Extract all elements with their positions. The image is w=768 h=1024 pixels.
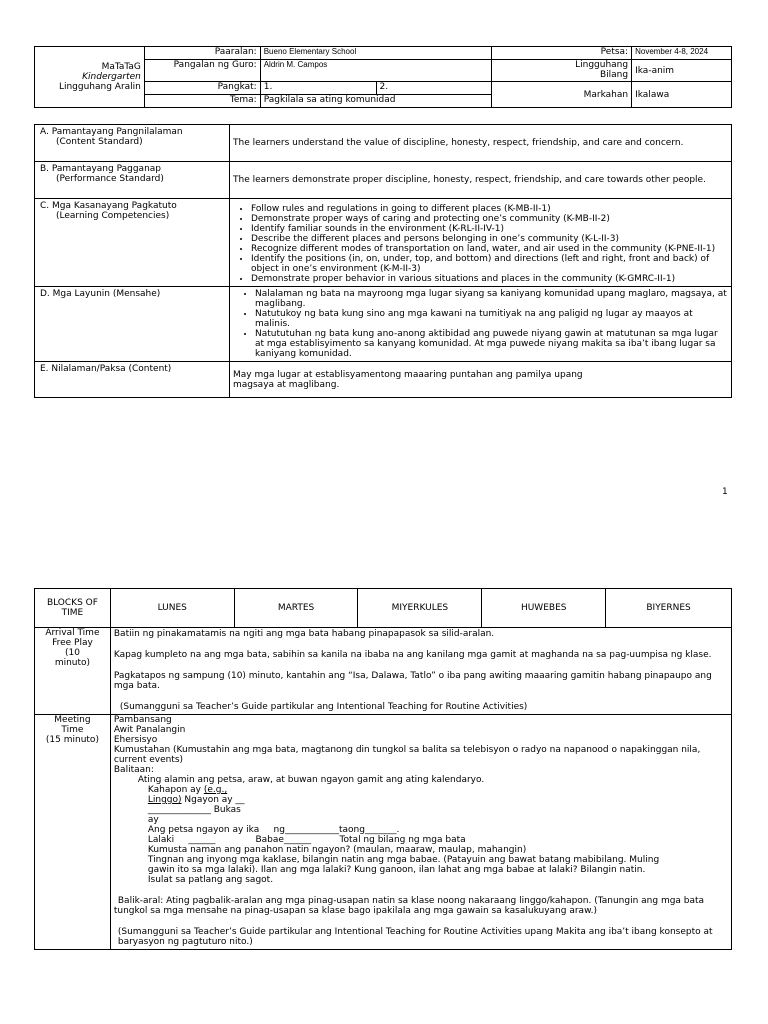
performance-standard-label-cell	[35, 162, 230, 199]
balitaan-petsa: Ang petsa ngayon ay ika ng____________taong_______.	[147, 825, 400, 835]
program-name: MaTaTaG	[101, 62, 141, 72]
meeting-balitaan: Balitaan:	[113, 765, 154, 775]
markahan-label: Markahan	[492, 82, 632, 108]
header-martes: MARTES	[234, 589, 358, 628]
objectives-cell	[230, 287, 732, 362]
ngayon-example: Linggo)	[147, 795, 182, 805]
arrival-greeting: Batiin ng pinakamatamis na ngiti ang mga bata habang pinapapasok sa silid-aralan.	[113, 629, 495, 639]
tema-value: Pagkilala sa ating komunidad	[260, 95, 492, 108]
balitaan-kahapon	[114, 785, 728, 795]
header-lunes: LUNES	[110, 589, 234, 628]
learning-competencies-list	[233, 204, 728, 284]
arrival-instruction: Kapag kumpleto na ang mga bata, sabihin sa kanila na ibaba na ang kanilang mga gamit at maghanda na sa pag-uumpisa ng klase.	[113, 650, 712, 660]
header-huwebes: HUWEBES	[482, 589, 606, 628]
balitaan-bukas: ______________ Bukas	[147, 805, 241, 815]
learning-competencies-sublabel: (Learning Competencies)	[56, 211, 170, 221]
list-item: • Follow rules and regulations in going to different places (K-MB-II-1)	[251, 204, 728, 214]
schedule-table	[34, 588, 732, 950]
meeting-time-line1: Meeting	[54, 715, 91, 725]
list-item: • Nalalaman ng bata na mayroong mga lugar siyang sa kaniyang komunidad upang maglaro, magsaya, at maglibang.	[255, 289, 728, 309]
list-item: • Identify familiar sounds in the environment (K-RL-II-IV-1)	[251, 224, 728, 234]
linggo-value: Ika-anim	[632, 60, 732, 82]
content-standard-label-cell	[35, 125, 230, 162]
content-topic-line1: May mga lugar at establisyamentong maaaring puntahan ang pamilya upang	[233, 369, 583, 380]
schedule-header-row	[35, 589, 732, 628]
program-plan-type: Lingguhang Aralin	[58, 82, 141, 92]
header-blocks-of-time: BLOCKS OF TIME	[35, 589, 111, 628]
lesson-title-cell	[35, 47, 145, 108]
arrival-reference: (Sumangguni sa Teacher’s Guide partikular ang Intentional Teaching for Routine Activities)	[119, 702, 528, 712]
content-standard-label: A. Pamantayang Pangnilalaman	[40, 127, 183, 137]
balitaan-count: Lalaki ______ Babae______ Total ng bilang ng mga bata	[147, 835, 466, 845]
arrival-time-line4: minuto)	[54, 658, 91, 668]
guro-label: Pangalan ng Guro:	[144, 60, 260, 82]
objectives-label: D. Mga Layunin (Mensahe)	[35, 287, 230, 362]
petsa-label: Petsa:	[492, 47, 632, 60]
list-item: • Natututuhan ng bata kung ano-anong aktibidad ang puwede niyang gawin at matutunan sa mga lugar at mga establisyimento sa kanyang komunidad. At mga puwede niyang makita sa iba’t ibang lugar sa kaniyang komunidad.	[255, 329, 728, 359]
arrival-time-line1: Arrival Time	[45, 628, 100, 638]
petsa-value: November 4-8, 2024	[632, 47, 732, 60]
meeting-anthem: Pambansang	[113, 715, 172, 725]
balitaan-counting: Tingnan ang inyong mga kaklase, bilangin natin ang mga babae. (Patayuin ang bawat batang mabibilang. Muling gawin ito sa mga lalaki). Ilan ang mga lalaki? Kung ganoon, ilan lahat ang mga babae at lalaki? Bilangin natin. Isulat sa patlang ang sagot.	[147, 855, 660, 885]
balitaan-bukas-ay: ay	[147, 815, 159, 825]
guro-value: Aldrin M. Campos	[260, 60, 492, 82]
standards-table	[34, 124, 732, 398]
balitaan-calendar: Ating alamin ang petsa, araw, at buwan ngayon gamit ang ating kalendaryo.	[137, 775, 485, 785]
list-item: • Demonstrate proper ways of caring and protecting one’s community (K-MB-II-2)	[251, 214, 728, 224]
content-topic-text	[230, 362, 732, 398]
header-table	[34, 46, 732, 108]
markahan-value: Ikalawa	[632, 82, 732, 108]
arrival-content-cell	[110, 628, 731, 715]
meeting-review: Balik-aral: Ating pagbalik-aralan ang mga pinag-usapan natin sa klase noong nakaraang linggo/kahapon. (Tanungin ang mga bata tungkol sa mga mensahe na pinag-usapan sa klase bago ipakilala ang mga gawain sa kasalukuyang araw.)	[113, 896, 705, 916]
header-miyerkules: MIYERKULES	[358, 589, 482, 628]
meeting-reference: (Sumangguni sa Teacher’s Guide partikular ang Intentional Teaching for Routine Activities upang Makita ang iba’t ibang konsepto at baryasyon ng pagtuturo nito.)	[117, 927, 713, 947]
kahapon-text: Kahapon ay	[147, 785, 204, 795]
performance-standard-text: The learners demonstrate proper discipline, honesty, respect, friendship, and care towards other people.	[230, 162, 732, 199]
meeting-time-line2: Time	[61, 725, 84, 735]
meeting-kumustahan: Kumustahan (Kumustahin ang mga bata, magtanong din tungkol sa balita sa telebisyon o radyo na napanood o napakinggan nila, current events)	[113, 745, 701, 765]
learning-competencies-label-cell	[35, 199, 230, 287]
objectives-list	[233, 289, 728, 359]
meeting-row	[35, 715, 732, 950]
pangkat-label: Pangkat:	[144, 82, 260, 95]
arrival-song: Pagkatapos ng sampung (10) minuto, kantahin ang “Isa, Dalawa, Tatlo” o iba pang awiting maaaring gamitin habang pinapaupo ang mga bata.	[113, 671, 712, 691]
content-standard-text: The learners understand the value of discipline, honesty, respect, friendship, and care and concern.	[230, 125, 732, 162]
meeting-prayer: Awit Panalangin	[113, 725, 186, 735]
linggo-label	[492, 60, 632, 82]
arrival-time-cell	[35, 628, 111, 715]
list-item: • Identify the positions (in, on, under, top, and bottom) and directions (left and right, front and back) of object in one’s environment (K-M-II-3)	[251, 254, 728, 274]
ngayon-text: Ngayon ay __	[181, 795, 245, 805]
learning-competencies-cell	[230, 199, 732, 287]
performance-standard-label: B. Pamantayang Pagganap	[40, 164, 161, 174]
list-item: • Natutukoy ng bata kung sino ang mga kawani na tumitiyak na ang paligid ng lugar ay maayos at malinis.	[255, 309, 728, 329]
balitaan-weather: Kumusta naman ang panahon natin ngayon? (maulan, maaraw, maulap, mahangin)	[147, 845, 527, 855]
linggo-label-line2: Bilang	[599, 70, 629, 80]
content-topic-line2: magsaya at maglibang.	[233, 379, 340, 390]
meeting-time-cell	[35, 715, 111, 950]
tema-label: Tema:	[144, 95, 260, 108]
content-standard-sublabel: (Content Standard)	[56, 137, 143, 147]
pangkat-2: 2.	[379, 82, 389, 92]
meeting-content-cell	[110, 715, 731, 950]
balitaan-ngayon	[114, 795, 728, 805]
linggo-label-line1: Lingguhang	[575, 60, 629, 70]
arrival-time-line2: Free Play	[52, 638, 93, 648]
performance-standard-sublabel: (Performance Standard)	[56, 174, 164, 184]
pangkat-1: 1.	[261, 82, 376, 94]
header-biyernes: BIYERNES	[606, 589, 732, 628]
program-level: Kindergarten	[82, 72, 141, 82]
paaralan-label: Paaralan:	[144, 47, 260, 60]
kahapon-example: (e.g.,	[203, 785, 228, 795]
page-number: 1	[722, 487, 728, 497]
paaralan-value: Bueno Elementary School	[260, 47, 492, 60]
list-item: • Demonstrate proper behavior in various situations and places in the community (K-GMRC-II-1)	[251, 274, 728, 284]
meeting-time-line3: (15 minuto)	[45, 735, 99, 745]
pangkat-values	[260, 82, 492, 95]
arrival-time-line3: (10	[64, 648, 80, 658]
list-item: • Recognize different modes of transportation on land, water, and air used in the community (K-PNE-II-1)	[251, 244, 728, 254]
meeting-exercise: Ehersisyo	[113, 735, 158, 745]
list-item: • Describe the different places and persons belonging in one’s community (K-L-II-3)	[251, 234, 728, 244]
arrival-row	[35, 628, 732, 715]
content-topic-label: E. Nilalaman/Paksa (Content)	[35, 362, 230, 398]
learning-competencies-label: C. Mga Kasanayang Pagkatuto	[40, 201, 177, 211]
